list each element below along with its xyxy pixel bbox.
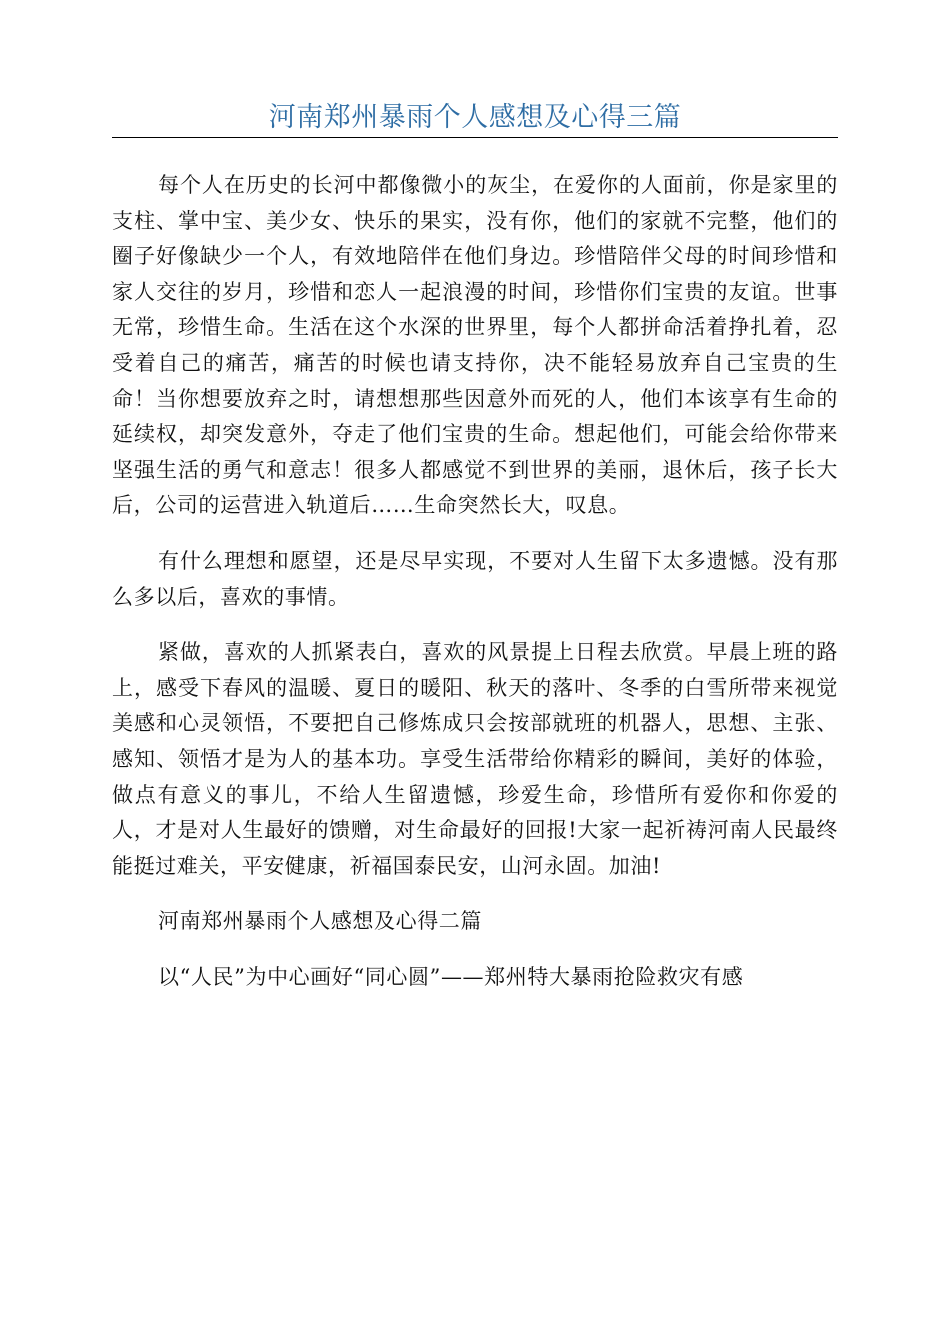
section-heading-2: 河南郑州暴雨个人感想及心得二篇 [158, 909, 482, 934]
document-page [112, 100, 838, 1015]
section-subheading: 以“人民”为中心画好“同心圆”——郑州特大暴雨抢险救灾有感 [158, 964, 744, 989]
paragraph-1: 每个人在历史的长河中都像微小的灰尘，在爱你的人面前，你是家里的支柱、掌中宝、美少女、快乐的果实，没有你，他们的家就不完整，他们的圈子好像缺少一个人，有效地陪伴在他们身边。珍惜陪伴父母的时间珍惜和家人交往的岁月，珍惜和恋人一起浪漫的时间，珍惜你们宝贵的友谊。世事无常，珍惜生命。生活在这个水深的世界里，每个人都拼命活着挣扎着，忍受着自己的痛苦，痛苦的时候也请支持你，决不能轻易放弃自己宝贵的生命！当你想要放弃之时，请想想那些因意外而死的人，他们本该享有生命的延续权，却突发意外，夺走了他们宝贵的生命。想起他们，可能会给你带来坚强生活的勇气和意志！很多人都感觉不到世界的美丽，退休后，孩子长大后，公司的运营进入轨道后……生命突然长大，叹息。 [112, 173, 838, 518]
paragraph-2: 有什么理想和愿望，还是尽早实现，不要对人生留下太多遗憾。没有那么多以后，喜欢的事情。 [112, 548, 838, 609]
document-body [112, 168, 838, 995]
paragraph-3: 紧做，喜欢的人抓紧表白，喜欢的风景提上日程去欣赏。早晨上班的路上，感受下春风的温暖、夏日的暖阳、秋天的落叶、冬季的白雪所带来视觉美感和心灵领悟，不要把自己修炼成只会按部就班的机器人，思想、主张、感知、领悟才是为人的基本功。享受生活带给你精彩的瞬间，美好的体验，做点有意义的事儿，不给人生留遗憾，珍爱生命，珍惜所有爱你和你爱的人，才是对人生最好的馈赠，对生命最好的回报!大家一起祈祷河南人民最终能挺过难关，平安健康，祈福国泰民安，山河永固。加油! [112, 640, 838, 878]
document-title: 河南郑州暴雨个人感想及心得三篇 [112, 100, 838, 138]
